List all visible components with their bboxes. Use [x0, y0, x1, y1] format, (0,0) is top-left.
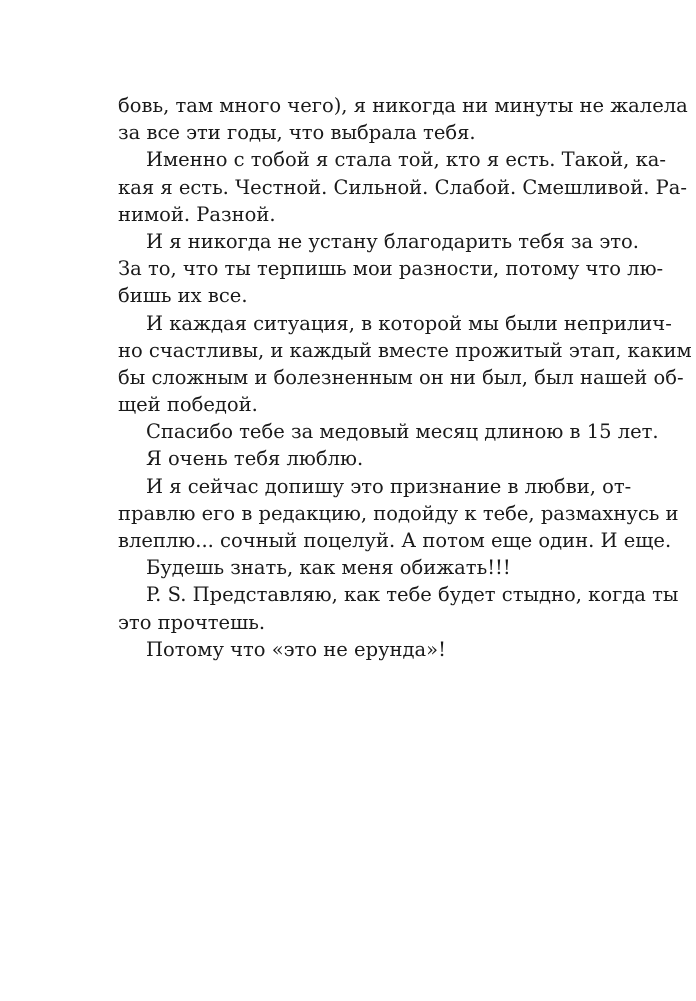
text-line: P. S. Представляю, как тебе будет стыдно, когда ты	[146, 583, 679, 607]
text-line: И каждая ситуация, в которой мы были неприлич-	[146, 311, 672, 335]
text-line: За то, что ты терпишь мои разности, потому что лю-	[118, 257, 664, 281]
text-line: бовь, там много чего), я никогда ни минуты не жалела	[118, 94, 688, 117]
text-line: бишь их все.	[118, 284, 248, 308]
text-line: нимой. Разной.	[118, 202, 276, 226]
text-line: Именно с тобой я стала той, кто я есть. Такой, ка-	[146, 148, 666, 172]
text-line: щей победой.	[118, 393, 258, 417]
text-line: но счастливы, и каждый вместе прожитый этап, каким	[118, 338, 692, 362]
text-line: бы сложным и болезненным он ни был, был нашей об-	[118, 365, 684, 389]
text-line: Спасибо тебе за медовый месяц длиною в 15 лет.	[146, 420, 659, 444]
text-line: И я никогда не устану благодарить тебя за это.	[146, 229, 639, 253]
text-line: кая я есть. Честной. Сильной. Слабой. Смешливой. Ра-	[118, 175, 687, 199]
text-line: влеплю... сочный поцелуй. А потом еще один. И еще.	[118, 529, 672, 552]
text-line: это прочтешь.	[118, 610, 266, 634]
body-text	[118, 92, 692, 663]
text-line: за все эти годы, что выбрала тебя.	[118, 121, 476, 145]
text-line: Я очень тебя люблю.	[146, 447, 364, 471]
text-line: правлю его в редакцию, подойду к тебе, размахнусь и	[118, 501, 679, 525]
text-line: Потому что «это не ерунда»!	[146, 637, 446, 661]
text-line: Будешь знать, как меня обижать!!!	[146, 556, 511, 580]
text-line: И я сейчас допишу это признание в любви, от-	[146, 474, 632, 498]
